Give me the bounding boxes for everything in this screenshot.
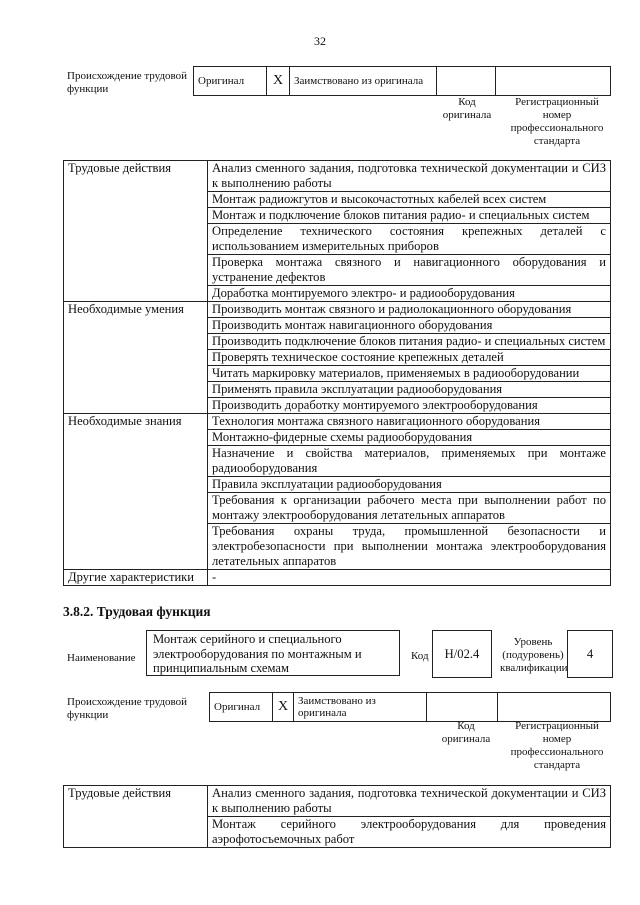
level-value: 4 <box>567 630 613 678</box>
row-item-text: Производить монтаж навигационного оборудования <box>208 318 611 334</box>
name-label: Наименование <box>67 652 136 664</box>
row-category-label: Другие характеристики <box>64 570 208 586</box>
row-item-text: Анализ сменного задания, подготовка технической документации и СИЗ к выполнению работы <box>208 161 611 192</box>
row-item-text: Читать маркировку материалов, применяемых в радиооборудовании <box>208 366 611 382</box>
reg-caption-2: Регистрационный номер профессионального стандарта <box>510 720 604 771</box>
row-item-text: Монтаж серийного электрооборудования для проведения аэрофотосъемочных работ <box>208 817 611 848</box>
code-caption: Код оригинала <box>442 96 492 121</box>
row-item-text: Технология монтажа связного навигационного оборудования <box>208 414 611 430</box>
origin-mark-2: X <box>273 693 294 722</box>
row-category-label: Трудовые действия <box>64 786 208 848</box>
labor-function-table <box>63 160 611 586</box>
row-item-text: Правила эксплуатации радиооборудования <box>208 477 611 493</box>
row-item-text: Производить доработку монтируемого электрооборудования <box>208 398 611 414</box>
origin-table-2 <box>209 692 611 722</box>
row-item-text: Монтаж и подключение блоков питания радио- и специальных систем <box>208 208 611 224</box>
code-caption-2: Код оригинала <box>441 720 491 745</box>
code-label: Код <box>411 650 429 662</box>
origin-code-cell-2 <box>427 693 498 722</box>
row-item-text: Проверять техническое состояние крепежных деталей <box>208 350 611 366</box>
table-row <box>64 414 611 430</box>
row-item-text: Доработка монтируемого электро- и радиооборудования <box>208 286 611 302</box>
table-row <box>64 302 611 318</box>
row-item-text: Монтаж радиожгутов и высокочастотных кабелей всех систем <box>208 192 611 208</box>
row-item-text: Производить монтаж связного и радиолокационного оборудования <box>208 302 611 318</box>
origin-original-2: Оригинал <box>210 693 273 722</box>
row-item-text: Проверка монтажа связного и навигационного оборудования и устранение дефектов <box>208 255 611 286</box>
labor-function-table-2 <box>63 785 611 848</box>
row-item-text: Монтажно-фидерные схемы радиооборудования <box>208 430 611 446</box>
row-item-text: Применять правила эксплуатации радиооборудования <box>208 382 611 398</box>
row-category-label: Необходимые умения <box>64 302 208 414</box>
origin-label-2: Происхождение трудовой функции <box>67 696 188 721</box>
code-value: Н/02.4 <box>432 630 492 678</box>
table-row <box>64 786 611 817</box>
origin-original: Оригинал <box>194 67 267 96</box>
origin-table <box>193 66 611 96</box>
origin-mark: X <box>267 67 290 96</box>
row-item-text: Анализ сменного задания, подготовка технической документации и СИЗ к выполнению работы <box>208 786 611 817</box>
section-heading: 3.8.2. Трудовая функция <box>63 604 211 619</box>
origin-borrowed-2: Заимствовано из оригинала <box>294 693 427 722</box>
origin-label: Происхождение трудовой функции <box>67 70 188 95</box>
origin-borrowed: Заимствовано из оригинала <box>290 67 437 96</box>
row-item-text: Требования к организации рабочего места при выполнении работ по монтажу электрооборудования летательных аппаратов <box>208 493 611 524</box>
row-item-text: Производить подключение блоков питания радио- и специальных систем <box>208 334 611 350</box>
row-category-label: Необходимые знания <box>64 414 208 570</box>
table-row <box>64 161 611 192</box>
row-item-text: Назначение и свойства материалов, применяемых при монтаже радиооборудования <box>208 446 611 477</box>
table-row <box>64 570 611 586</box>
name-value: Монтаж серийного и специального электрооборудования по монтажным и принципиальным схемам <box>146 630 400 676</box>
row-item-text: - <box>208 570 611 586</box>
origin-reg-cell-2 <box>498 693 611 722</box>
row-item-text: Требования охраны труда, промышленной безопасности и электробезопасности при выполнении монтажа электрооборудования летательных аппаратов <box>208 524 611 570</box>
origin-code-cell <box>437 67 496 96</box>
row-item-text: Определение технического состояния крепежных деталей с использованием измерительных приборов <box>208 224 611 255</box>
origin-reg-cell <box>496 67 611 96</box>
level-label: Уровень (подуровень) квалификации <box>500 636 568 674</box>
page-number: 32 <box>314 34 326 48</box>
reg-caption: Регистрационный номер профессионального стандарта <box>510 96 604 147</box>
row-category-label: Трудовые действия <box>64 161 208 302</box>
